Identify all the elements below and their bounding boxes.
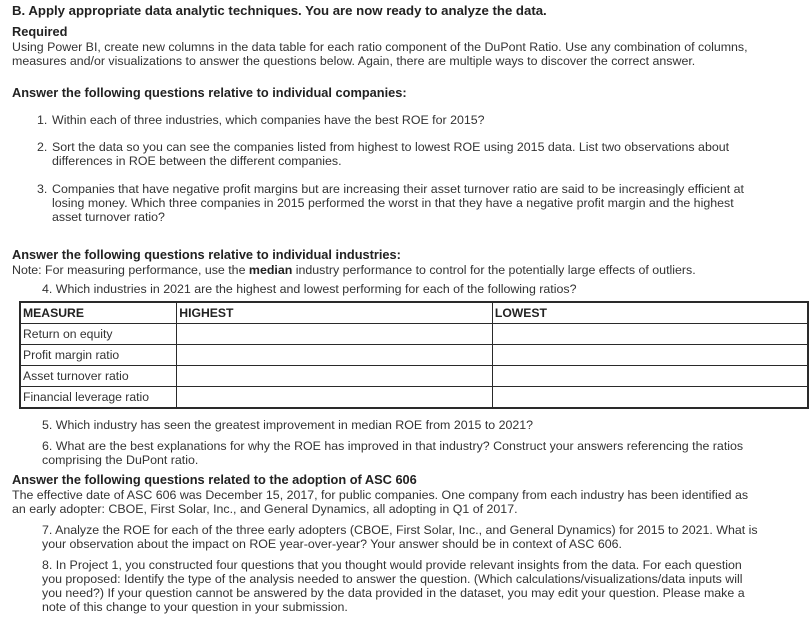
row-label-profit-margin: Profit margin ratio bbox=[20, 345, 177, 366]
cell-roe-highest[interactable] bbox=[177, 324, 493, 345]
cell-asset-turnover-highest[interactable] bbox=[177, 366, 493, 387]
question-1-line: Within each of three industries, which companies have the best ROE for 2015? bbox=[52, 113, 485, 127]
question-3-line-1: Companies that have negative profit margins but are increasing their asset turnover ratio are said to be increasingly efficient at bbox=[52, 182, 744, 196]
table-row bbox=[20, 366, 808, 387]
row-label-financial-leverage: Financial leverage ratio bbox=[20, 387, 177, 409]
question-1-number: 1. bbox=[37, 113, 48, 127]
row-label-asset-turnover: Asset turnover ratio bbox=[20, 366, 177, 387]
question-3-line-3: asset turnover ratio? bbox=[52, 210, 165, 224]
question-2-line-2: differences in ROE between the different companies. bbox=[52, 154, 342, 168]
header-highest: HIGHEST bbox=[177, 302, 493, 324]
ratio-table bbox=[19, 301, 809, 409]
section-title: B. Apply appropriate data analytic techniques. You are now ready to analyze the data. bbox=[12, 3, 547, 18]
row-label-roe: Return on equity bbox=[20, 324, 177, 345]
table-row bbox=[20, 324, 808, 345]
question-6-line-1: 6. What are the best explanations for why the ROE has improved in that industry? Construct your answers referencing the ratios bbox=[42, 439, 744, 453]
cell-financial-leverage-lowest[interactable] bbox=[492, 387, 808, 409]
header-measure: MEASURE bbox=[20, 302, 177, 324]
question-5: 5. Which industry has seen the greatest improvement in median ROE from 2015 to 2021? bbox=[42, 418, 534, 432]
asc606-text-line-1: The effective date of ASC 606 was December 15, 2017, for public companies. One company from each industry has been identified as bbox=[12, 488, 749, 502]
industries-note bbox=[12, 263, 808, 277]
asc606-text-line-2: an early adopter: CBOE, First Solar, Inc., and General Dynamics, all adopting in Q1 of 2017. bbox=[12, 502, 518, 516]
required-text-line-2: measures and/or visualizations to answer the questions below. Again, there are multiple ways to discover the correct answer. bbox=[12, 54, 696, 68]
note-suffix: industry performance to control for the potentially large effects of outliers. bbox=[292, 263, 696, 277]
table-header-row bbox=[20, 302, 808, 324]
question-8-line-3: you need?) If your question cannot be answered by the data provided in the dataset, you may edit your question. Please make a bbox=[42, 586, 745, 600]
table-row bbox=[20, 345, 808, 366]
question-3-number: 3. bbox=[37, 182, 48, 196]
question-2-number: 2. bbox=[37, 140, 48, 154]
table-row bbox=[20, 387, 808, 409]
required-label: Required bbox=[12, 24, 68, 39]
note-median: median bbox=[248, 263, 293, 277]
industries-heading: Answer the following questions relative to individual industries: bbox=[12, 247, 401, 262]
cell-roe-lowest[interactable] bbox=[492, 324, 808, 345]
header-lowest: LOWEST bbox=[492, 302, 808, 324]
companies-heading: Answer the following questions relative to individual companies: bbox=[12, 85, 407, 100]
required-text-line-1: Using Power BI, create new columns in the data table for each ratio component of the DuPont Ratio. Use any combination of columns, bbox=[12, 40, 748, 54]
cell-profit-margin-highest[interactable] bbox=[177, 345, 493, 366]
question-3-line-2: losing money. Which three companies in 2015 performed the worst in that they have a negative profit margin and the highest bbox=[52, 196, 734, 210]
question-2 bbox=[37, 140, 806, 168]
question-3 bbox=[37, 182, 806, 224]
question-2-line-1: Sort the data so you can see the companies listed from highest to lowest ROE using 2015 data. List two observations about bbox=[52, 140, 730, 154]
asc606-heading: Answer the following questions related to the adoption of ASC 606 bbox=[12, 472, 417, 487]
cell-asset-turnover-lowest[interactable] bbox=[492, 366, 808, 387]
note-prefix: Note: For measuring performance, use the bbox=[12, 263, 249, 277]
question-7-line-1: 7. Analyze the ROE for each of the three early adopters (CBOE, First Solar, Inc., and General Dynamics) for 2015 to 2021. What is bbox=[42, 523, 758, 537]
question-4: 4. Which industries in 2021 are the highest and lowest performing for each of the following ratios? bbox=[42, 282, 577, 296]
question-8-line-1: 8. In Project 1, you constructed four questions that you thought would provide relevant insights from the data. For each question bbox=[42, 558, 742, 572]
cell-profit-margin-lowest[interactable] bbox=[492, 345, 808, 366]
cell-financial-leverage-highest[interactable] bbox=[177, 387, 493, 409]
question-1 bbox=[37, 113, 806, 127]
question-8-line-4: note of this change to your question in your submission. bbox=[42, 600, 348, 614]
question-6-line-2: comprising the DuPont ratio. bbox=[42, 453, 199, 467]
question-8-line-2: you proposed: Identify the type of the analysis needed to answer the question. (Which calculations/visualizations/data inputs will bbox=[42, 572, 743, 586]
question-7-line-2: your observation about the impact on ROE year-over-year? Your answer should be in context of ASC 606. bbox=[42, 537, 622, 551]
